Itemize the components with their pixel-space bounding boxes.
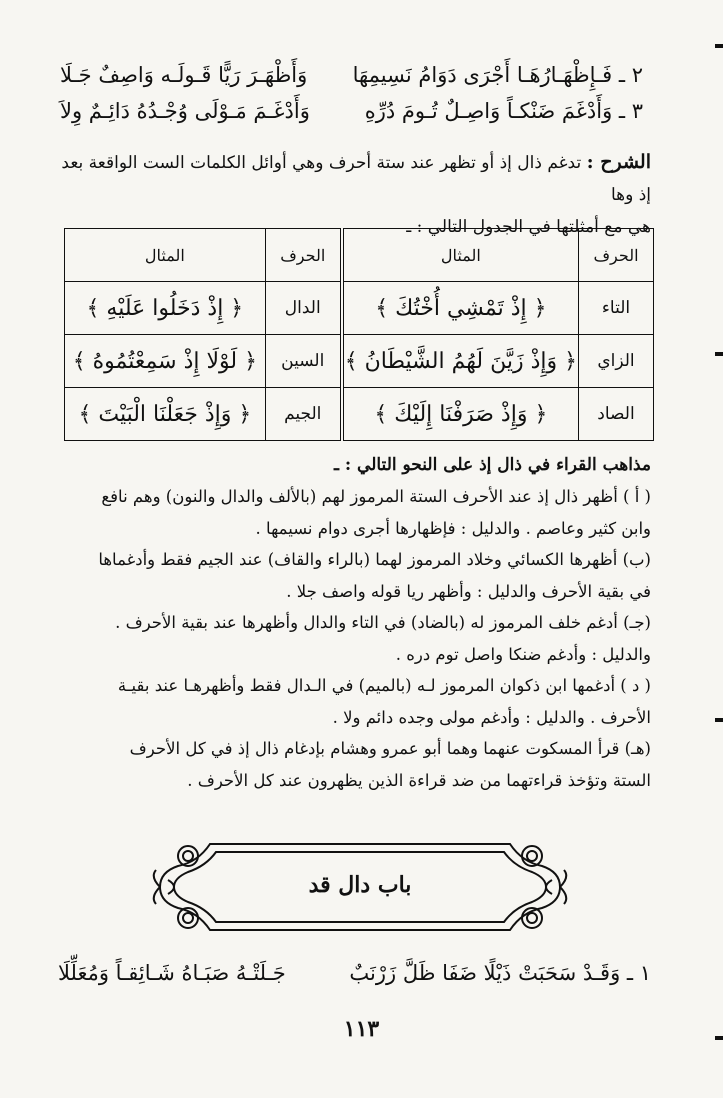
- table-cell-example: ﴿ إِذْ تَمْشِي أُخْتُكَ ﴾: [342, 282, 579, 335]
- table-cell-example: ﴿ وَإِذْ زَيَّنَ لَهُمُ الشَّيْطَانُ ﴾: [342, 335, 579, 388]
- header-letter-right: الحرف: [579, 229, 654, 282]
- verse-line-1: [58, 955, 651, 991]
- table-cell-letter: التاء: [579, 282, 654, 335]
- table-cell-letter: الجيم: [265, 388, 342, 441]
- verse-hemistich-right: ٣ ـ وَأَدْغَمَ ضَنْكـاً وَاصِـلٌ تُـومَ دُرِّهِ: [364, 99, 643, 123]
- table-cell-example: ﴿ وَإِذْ جَعَلْنَا الْبَيْتَ ﴾: [65, 388, 266, 441]
- edge-mark: [715, 718, 723, 722]
- edge-mark: [715, 44, 723, 48]
- madhahib-body: [58, 481, 651, 796]
- page-number: ١١٣: [343, 1016, 380, 1042]
- madhahib-heading: مذاهب القراء في ذال إذ على النحو التالي : ـ: [333, 455, 651, 475]
- edge-mark: [715, 1036, 723, 1040]
- verse-hemistich-left: جَـلَتْـهُ صَبَـاهُ شَـائِقـاً وَمُعَلِّلَا: [58, 961, 286, 985]
- madhahib-line: الستة وتؤخذ قراءتهما من ضد قراءة الذين يظهرون عند كل الأحرف .: [187, 770, 651, 790]
- madhahib-line: وابن كثير وعاصم . والدليل : فإظهارها أجرى دوام نسيمها .: [255, 518, 651, 538]
- verse-hemistich-left: وَأَظْهَـرَ رَيًّا قَـولَـه وَاصِفٌ جَـلَا: [60, 63, 308, 87]
- madhahib-line: في بقية الأحرف والدليل : وأظهر ريا قوله واصف جلا .: [286, 581, 651, 601]
- sharh-label: الشرح :: [586, 151, 651, 173]
- verse-line-2: [60, 58, 643, 92]
- edge-mark: [715, 352, 723, 356]
- madhahib-line: ( د ) أدغمها ابن ذكوان المرموز لـه (بالميم) في الـدال فقط وأظهرهـا عند بقيـة: [117, 676, 651, 695]
- madhahib-line: الأحرف . والدليل : وأدغم مولى وجده دائم ولا .: [332, 707, 651, 727]
- header-example-right: المثال: [342, 229, 579, 282]
- verse-line-3: [60, 94, 643, 128]
- chapter-frame: [150, 832, 570, 942]
- table-cell-example: ﴿ لَوْلَا إِذْ سَمِعْتُمُوهُ ﴾: [65, 335, 266, 388]
- madhahib-line: (جـ) أدغم خلف المرموز له (بالضاد) في التاء والدال وأظهرها عند بقية الأحرف .: [115, 613, 651, 632]
- madhahib-line: والدليل : وأدغم ضنكا واصل توم دره .: [395, 644, 651, 664]
- table-cell-letter: السين: [265, 335, 342, 388]
- table-cell-example: ﴿ إِذْ دَخَلُوا عَلَيْهِ ﴾: [65, 282, 266, 335]
- header-example-left: المثال: [65, 229, 266, 282]
- verse-hemistich-right: ٢ ـ فَـإِظْهَـارُهَـا أَجْرَى دَوَامُ نَسِيمِهَا: [352, 63, 643, 87]
- chapter-title: باب دال قد: [308, 872, 412, 898]
- sharh-line-1: تدغم ذال إذ أو تظهر عند ستة أحرف وهي أوائل الكلمات الست الواقعة بعد إذ وها: [61, 153, 651, 205]
- table-cell-letter: الزاي: [579, 335, 654, 388]
- examples-table: [64, 228, 654, 441]
- table-cell-letter: الصاد: [579, 388, 654, 441]
- header-letter-left: الحرف: [265, 229, 342, 282]
- sharh-line-2: هي مع أمثلتها في الجدول التالي : ـ: [406, 217, 651, 237]
- madhahib-line: ( أ ) أظهر ذال إذ عند الأحرف الستة المرموز لهم (بالألف والدال والنون) وهم نافع: [101, 487, 651, 506]
- verse-hemistich-right: ١ ـ وَقَـدْ سَحَبَتْ ذَيْلًا ضَفَا ظَلَّ زَرْنَبٌ: [349, 961, 651, 985]
- table-cell-example: ﴿ وَإِذْ صَرَفْنَا إِلَيْكَ ﴾: [342, 388, 579, 441]
- madhahib-line: (ب) أظهرها الكسائي وخلاد المرموز لهما (بالراء والقاف) عند الجيم فقط وأدغماها: [98, 550, 651, 569]
- madhahib-line: (هـ) قرأ المسكوت عنهما وهما أبو عمرو وهشام بإدغام ذال إذ في كل الأحرف: [129, 739, 651, 758]
- table-cell-letter: الدال: [265, 282, 342, 335]
- verse-hemistich-left: وَأَدْغَـمَ مَـوْلَى وُجْـدُهُ دَائِـمٌ وِلاَ: [60, 99, 310, 123]
